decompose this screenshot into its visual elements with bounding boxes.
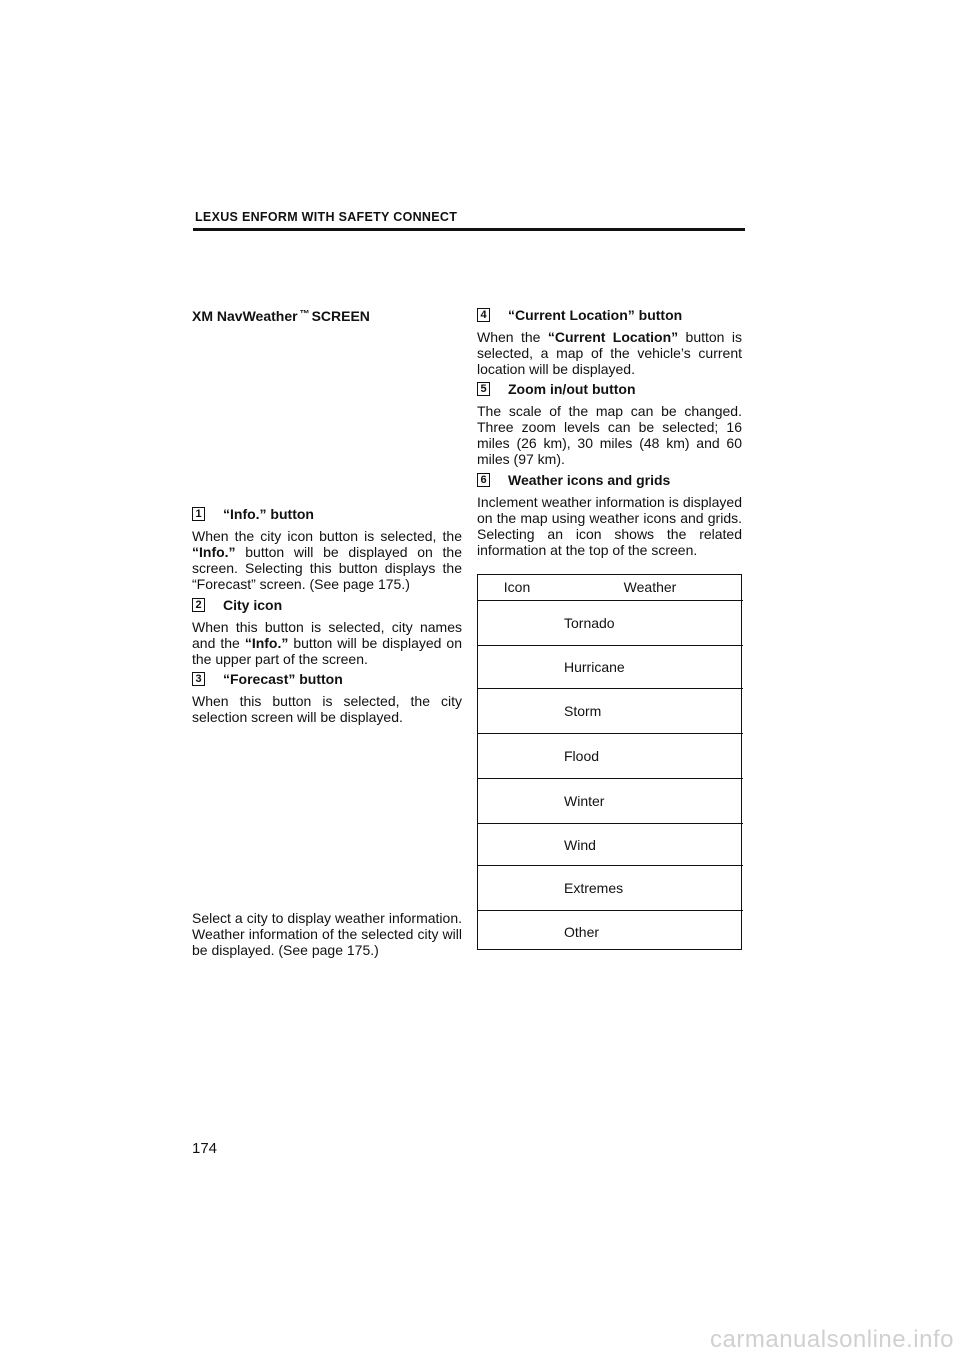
trademark-symbol: ™ (299, 309, 310, 320)
select-city-paragraph: Select a city to display weather information. Weather information of the selected city will be displayed. (See page 175.) (192, 910, 462, 958)
page-number: 174 (192, 1140, 218, 1157)
weather-label: Wind (557, 824, 743, 866)
item-number: 1 (192, 507, 205, 521)
item-description: Inclement weather information is displayed on the map using weather icons and grids. Selecting an icon shows the related information at the top of the screen. (477, 494, 742, 558)
table-row (477, 911, 743, 954)
item-number: 5 (477, 382, 490, 396)
extremes-icon (477, 866, 557, 911)
item-title: “Info.” button (223, 506, 314, 522)
item-forecast-button (192, 671, 462, 725)
item-description: The scale of the map can be changed. Three zoom levels can be selected; 16 miles (26 km), 30 miles (48 km) and 60 miles (97 km). (477, 403, 742, 467)
weather-label: Other (557, 911, 743, 954)
table-header-icon: Icon (477, 574, 557, 601)
item-info-button (192, 506, 462, 592)
item-description: When this button is selected, the city selection screen will be displayed. (192, 693, 462, 725)
table-header-weather: Weather (557, 574, 743, 601)
item-number: 6 (477, 473, 490, 487)
tornado-icon (477, 601, 557, 646)
other-icon (477, 911, 557, 954)
item-zoom-button (477, 381, 742, 467)
item-title: Weather icons and grids (508, 472, 671, 488)
winter-icon (477, 779, 557, 824)
table-row (477, 689, 743, 734)
flood-icon (477, 734, 557, 779)
weather-label: Storm (557, 689, 743, 734)
section-title-prefix: XM NavWeather (192, 308, 298, 324)
section-title-suffix: SCREEN (311, 308, 370, 324)
weather-table (477, 574, 743, 954)
item-number: 2 (192, 598, 205, 612)
table-row (477, 734, 743, 779)
weather-label: Extremes (557, 866, 743, 911)
watermark: carmanualsonline.info (710, 1326, 954, 1353)
item-weather-icons (477, 472, 742, 558)
table-row (477, 866, 743, 911)
item-description: When the “Current Location” button is selected, a map of the vehicle’s current location will be displayed. (477, 329, 742, 377)
hurricane-icon (477, 646, 557, 689)
weather-label: Hurricane (557, 646, 743, 689)
item-title: “Current Location” button (508, 307, 683, 323)
weather-label: Flood (557, 734, 743, 779)
table-row (477, 601, 743, 646)
table-row (477, 824, 743, 866)
item-description: When the city icon button is selected, the “Info.” button will be displayed on the screen. Selecting this button displays the “Forecast” screen. (See page 175.) (192, 528, 462, 592)
item-current-location-button (477, 307, 742, 377)
item-title: “Forecast” button (223, 671, 343, 687)
item-city-icon (192, 597, 462, 667)
running-header: LEXUS ENFORM WITH SAFETY CONNECT (195, 210, 458, 224)
weather-label: Winter (557, 779, 743, 824)
item-title: City icon (223, 597, 283, 613)
item-number: 3 (192, 672, 205, 686)
table-row (477, 779, 743, 824)
item-description: When this button is selected, city names and the “Info.” button will be displayed on the upper part of the screen. (192, 619, 462, 667)
header-rule (193, 228, 745, 231)
item-title: Zoom in/out button (508, 381, 636, 397)
wind-icon (477, 824, 557, 866)
item-number: 4 (477, 308, 490, 322)
section-title (192, 308, 370, 324)
table-row (477, 646, 743, 689)
weather-label: Tornado (557, 601, 743, 646)
storm-icon (477, 689, 557, 734)
